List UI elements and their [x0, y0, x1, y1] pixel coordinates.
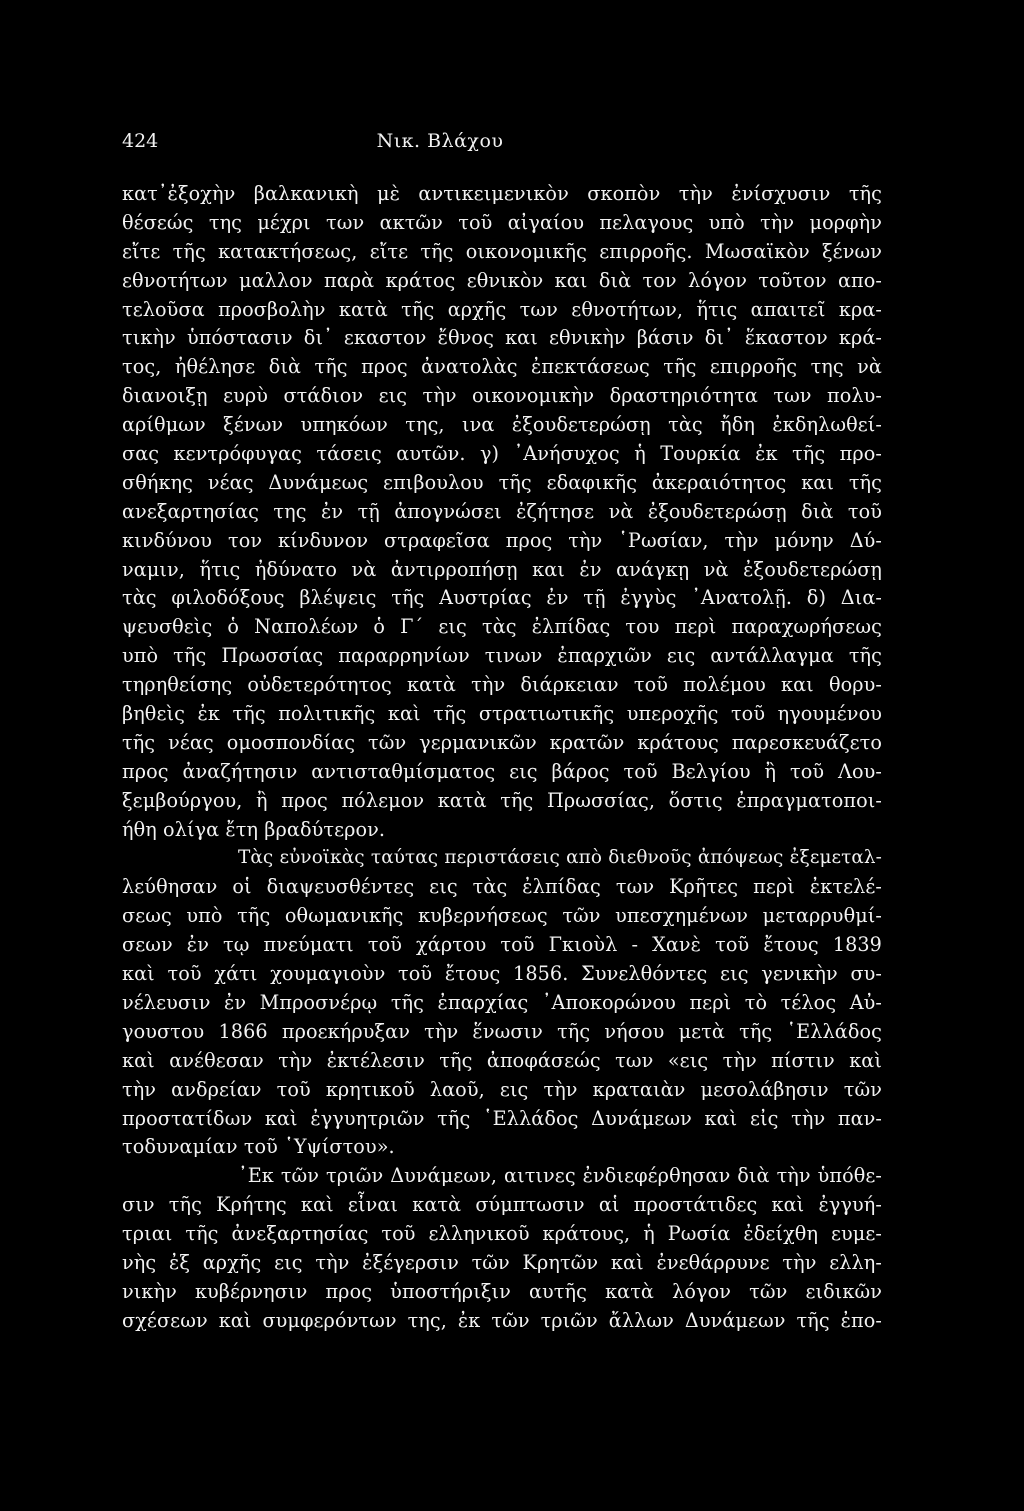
text-line: ξεμβούργου, ἢ προς πόλεμον κατὰ τῆς Πρωσσίας, ὅστις ἐπραγματοποι-: [122, 788, 882, 812]
text-line: εθνοτήτων μαλλον παρὰ κράτος εθνικὸν και διὰ τον λόγον τοῦτον απο-: [122, 268, 882, 292]
text-line: τελοῦσα προσβολὴν κατὰ τῆς αρχῆς των εθνοτήτων, ἥτις απαιτεῖ κρα-: [122, 297, 882, 321]
text-line: κινδύνου τον κίνδυνον στραφεῖσα προς τὴν ῾Ρωσίαν, τὴν μόνην Δύ-: [122, 528, 882, 552]
text-line: θέσεώς της μέχρι των ακτῶν τοῦ αἰγαίου πελαγους υπὸ τὴν μορφὴν: [122, 210, 882, 234]
text-line: προστατίδων καὶ ἐγγυητριῶν τῆς ῾Ελλάδος Δυνάμεων καὶ εἰς τὴν παν-: [122, 1106, 882, 1130]
text-line: τριαι τῆς ἀνεξαρτησίας τοῦ ελληνικοῦ κράτους, ἡ Ρωσία ἐδείχθη ευμε-: [122, 1222, 882, 1246]
text-line: ήθη ολίγα ἔτη βραδύτερον.: [122, 817, 386, 841]
text-line: τηρηθείσης οὐδετερότητος κατὰ τὴν διάρκειαν τοῦ πολέμου και θορυ-: [122, 673, 882, 697]
text-line: προς ἀναζήτησιν αντισταθμίσματος εις βάρος τοῦ Βελγίου ἢ τοῦ Λου-: [122, 759, 882, 783]
text-line: νὴς ἐξ αρχῆς εις τὴν ἐξέγερσιν τῶν Κρητῶν καὶ ἐνεθάρρυνε τὴν ελλη-: [122, 1250, 882, 1274]
text-line: τος, ἠθέλησε διὰ τῆς προς ἀνατολὰς ἐπεκτάσεως τῆς επιρροῆς της νὰ: [122, 355, 882, 379]
text-line: αρίθμων ξένων υπηκόων της, ινα ἐξουδετερώσῃ τὰς ἤδη ἐκδηλωθεί-: [122, 413, 882, 437]
text-line: σθήκης νέας Δυνάμεως επιβουλου τῆς εδαφικῆς ἀκεραιότητος και τῆς: [122, 470, 882, 494]
text-line: υπὸ τῆς Πρωσσίας παραρρηνίων τινων ἐπαρχιῶν εις αντάλλαγμα τῆς: [122, 644, 882, 668]
text-line: τικὴν ὑπόστασιν δι᾿ εκαστον ἔθνος και εθνικὴν βάσιν δι᾿ ἕκαστον κρά-: [122, 326, 882, 350]
text-line: τοδυναμίαν τοῦ ῾Υψίστου».: [122, 1135, 395, 1159]
text-line: σιν τῆς Κρήτης καὶ εἶναι κατὰ σύμπτωσιν αἱ προστάτιδες καὶ ἐγγυή-: [122, 1193, 882, 1217]
text-line: κατ᾿ἐξοχὴν βαλκανικὴ μὲ αντικειμενικὸν σκοπὸν τὴν ἐνίσχυσιν τῆς: [122, 182, 882, 205]
text-line: καὶ ανέθεσαν τὴν ἐκτέλεσιν τῆς ἀποφάσεώς των «εις τὴν πίστιν καὶ: [122, 1048, 882, 1072]
text-line: σας κεντρόφυγας τάσεις αυτῶν. γ) ᾿Ανήσυχος ἡ Τουρκία ἐκ τῆς προ-: [122, 442, 882, 466]
text-line: τὰς φιλοδόξους βλέψεις τῆς Αυστρίας ἐν τῇ ἐγγὺς ᾿Ανατολῇ. δ) Δια-: [122, 586, 882, 610]
text-line: λεύθησαν οἱ διαψευσθέντες εις τὰς ἐλπίδας των Κρῆτες περὶ ἐκτελέ-: [122, 875, 882, 899]
text-line: διανοιξῃ ευρὺ στάδιον εις τὴν οικονομικὴν δραστηριότητα των πολυ-: [122, 384, 882, 408]
text-line: σχέσεων καὶ συμφερόντων της, ἐκ τῶν τριῶν ἄλλων Δυνάμεων τῆς ἐπο-: [122, 1308, 882, 1332]
text-line: νικὴν κυβέρνησιν προς ὑποστήριξιν αυτῆς κατὰ λόγον τῶν ειδικῶν: [122, 1279, 882, 1303]
running-head: Νικ. Βλάχου: [376, 130, 504, 152]
text-line: ανεξαρτησίας της ἐν τῇ ἀπογνώσει ἐζήτησε νὰ ἐξουδετερώσῃ διὰ τοῦ: [122, 499, 882, 523]
page-header: [122, 126, 882, 156]
text-line: σεως υπὸ τῆς οθωμανικῆς κυβερνήσεως τῶν υπεσχημένων μεταρρυθμί-: [122, 904, 882, 928]
text-line: νέλευσιν ἐν Μπροσνέρῳ τῆς ἐπαρχίας ᾿Αποκορώνου περὶ τὸ τέλος Αὐ-: [122, 990, 882, 1014]
page-number: 424: [122, 130, 159, 152]
text-line: τῆς νέας ομοσπονδίας τῶν γερμανικῶν κρατῶν κράτους παρεσκευάζετο: [122, 730, 882, 754]
text-line: καὶ τοῦ χάτι χουμαγιοὺν τοῦ ἔτους 1856. Συνελθόντες εις γενικὴν συ-: [122, 962, 882, 986]
text-line: εἴτε τῆς κατακτήσεως, εἴτε τῆς οικονομικῆς επιρροῆς. Μωσαϊκὸν ξένων: [122, 239, 882, 263]
body-text: [122, 180, 882, 1336]
text-line: βηθεὶς ἐκ τῆς πολιτικῆς καὶ τῆς στρατιωτικῆς υπεροχῆς τοῦ ηγουμένου: [122, 702, 882, 726]
text-line: γουστου 1866 προεκήρυξαν τὴν ἕνωσιν τῆς νήσου μετὰ τῆς ῾Ελλάδος: [122, 1019, 882, 1043]
text-line: τὴν ανδρείαν τοῦ κρητικοῦ λαοῦ, εις τὴν κραταιὰν μεσολάβησιν τῶν: [122, 1077, 882, 1101]
text-line: Τὰς εὐνοϊκὰς ταύτας περιστάσεις απὸ διεθνοῦς ἀπόψεως ἐξεμεταλ-: [238, 847, 882, 869]
text-line: ναμιν, ἥτις ἠδύνατο νὰ ἀντιρροπήσῃ και ἐν ανάγκῃ νὰ ἐξουδετερώσῃ: [122, 557, 882, 581]
text-line: σεων ἐν τῳ πνεύματι τοῦ χάρτου τοῦ Γκιοὺλ - Χανὲ τοῦ ἔτους 1839: [122, 933, 882, 957]
text-line: ψευσθεὶς ὁ Ναπολέων ὁ Γ΄ εις τὰς ἐλπίδας του περὶ παραχωρήσεως: [122, 615, 882, 639]
text-line: ᾿Εκ τῶν τριῶν Δυνάμεων, αιτινες ἐνδιεφέρθησαν διὰ τὴν ὑπόθε-: [238, 1164, 882, 1188]
